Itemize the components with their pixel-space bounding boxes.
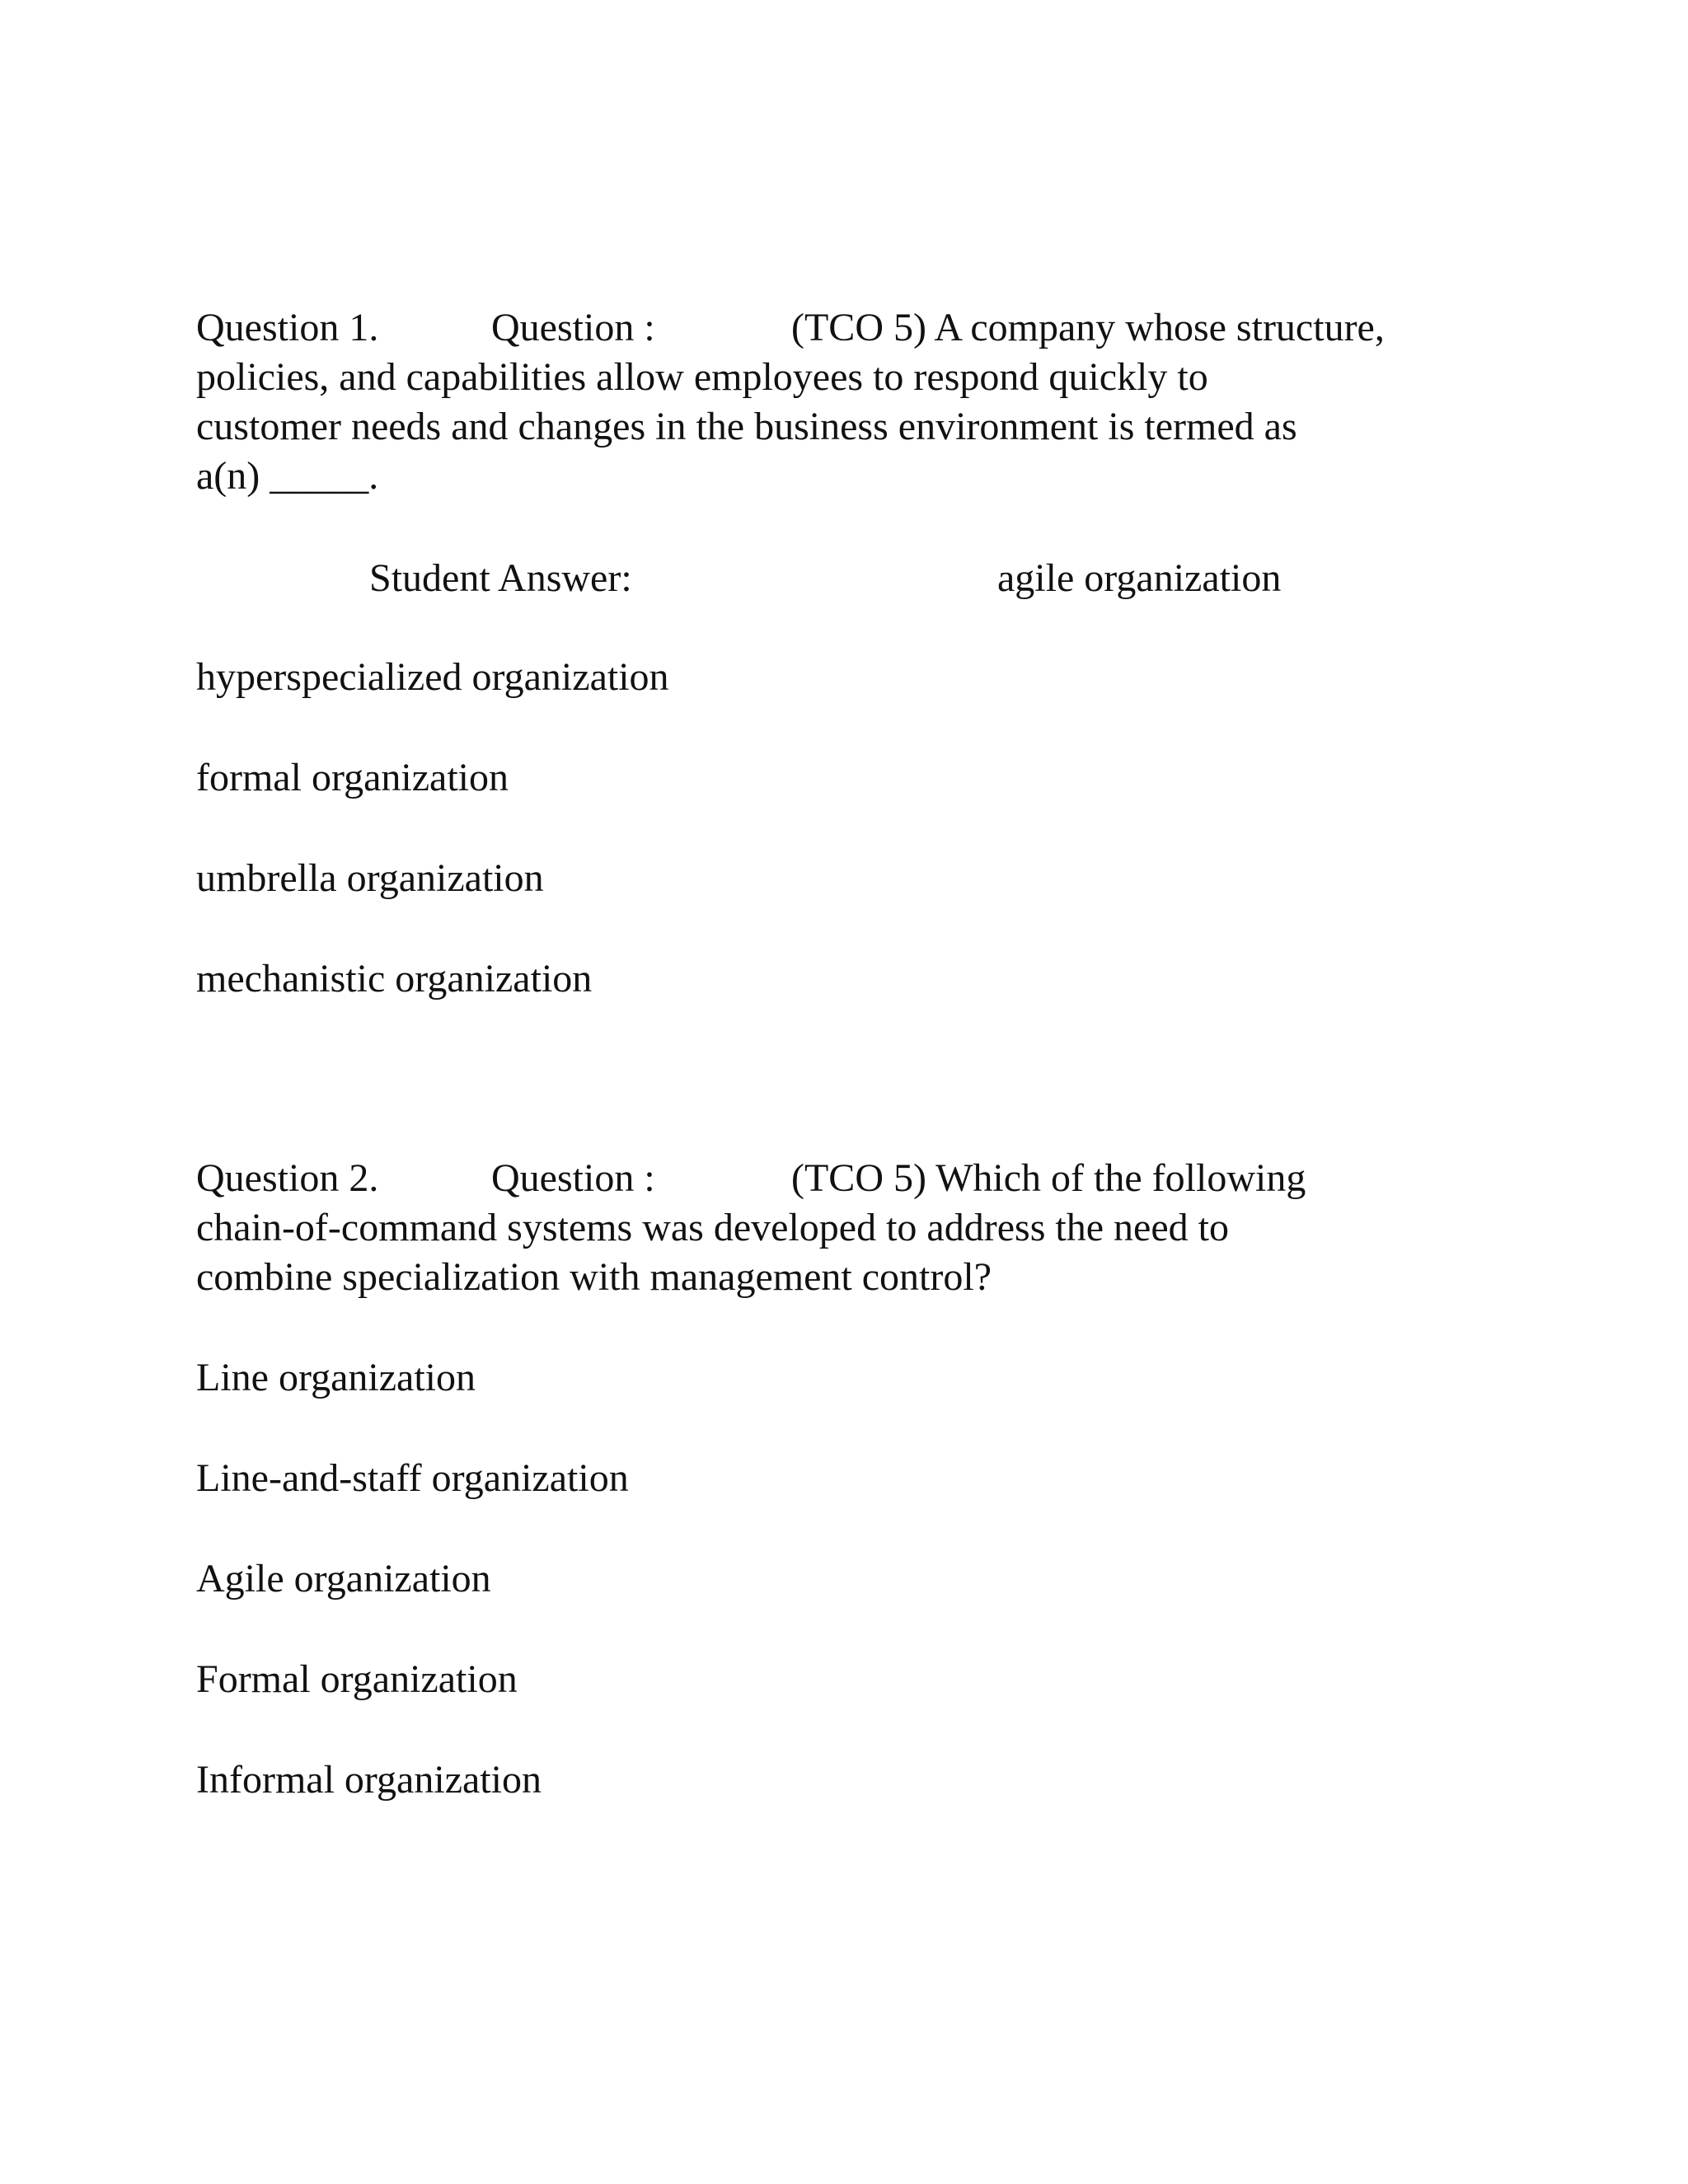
question-2-label: Question : bbox=[491, 1156, 655, 1200]
question-1-number: Question 1. bbox=[196, 306, 379, 349]
student-answer-label: Student Answer: bbox=[369, 556, 632, 600]
question-1-text-line-2: policies, and capabilities allow employees to respond quickly to bbox=[196, 355, 1208, 399]
student-answer-value: agile organization bbox=[997, 556, 1282, 600]
question-2-text-line-3: combine specialization with management control? bbox=[196, 1255, 992, 1299]
question-1-option: umbrella organization bbox=[196, 856, 544, 900]
question-2-number: Question 2. bbox=[196, 1156, 379, 1200]
question-1 bbox=[196, 303, 1482, 501]
question-1-option: formal organization bbox=[196, 756, 509, 799]
question-2-option: Agile organization bbox=[196, 1557, 491, 1601]
question-1-text-line-3: customer needs and changes in the business environment is termed as bbox=[196, 405, 1297, 448]
question-2 bbox=[196, 1154, 1482, 1302]
question-1-option: hyperspecialized organization bbox=[196, 655, 669, 699]
question-2-option: Line-and-staff organization bbox=[196, 1456, 629, 1500]
question-2-text-line-2: chain-of-command systems was developed to address the need to bbox=[196, 1206, 1229, 1249]
question-2-text-line-1: (TCO 5) Which of the following bbox=[791, 1156, 1306, 1200]
question-1-option: mechanistic organization bbox=[196, 957, 593, 1001]
question-2-option: Informal organization bbox=[196, 1758, 542, 1802]
question-2-header bbox=[196, 1154, 1482, 1203]
question-1-header bbox=[196, 303, 1482, 353]
question-2-option: Line organization bbox=[196, 1356, 476, 1399]
question-1-text-line-1: (TCO 5) A company whose structure, bbox=[791, 306, 1385, 349]
question-1-text-line-4: a(n) _____. bbox=[196, 454, 379, 498]
question-2-option: Formal organization bbox=[196, 1657, 518, 1701]
question-1-label: Question : bbox=[491, 306, 655, 349]
